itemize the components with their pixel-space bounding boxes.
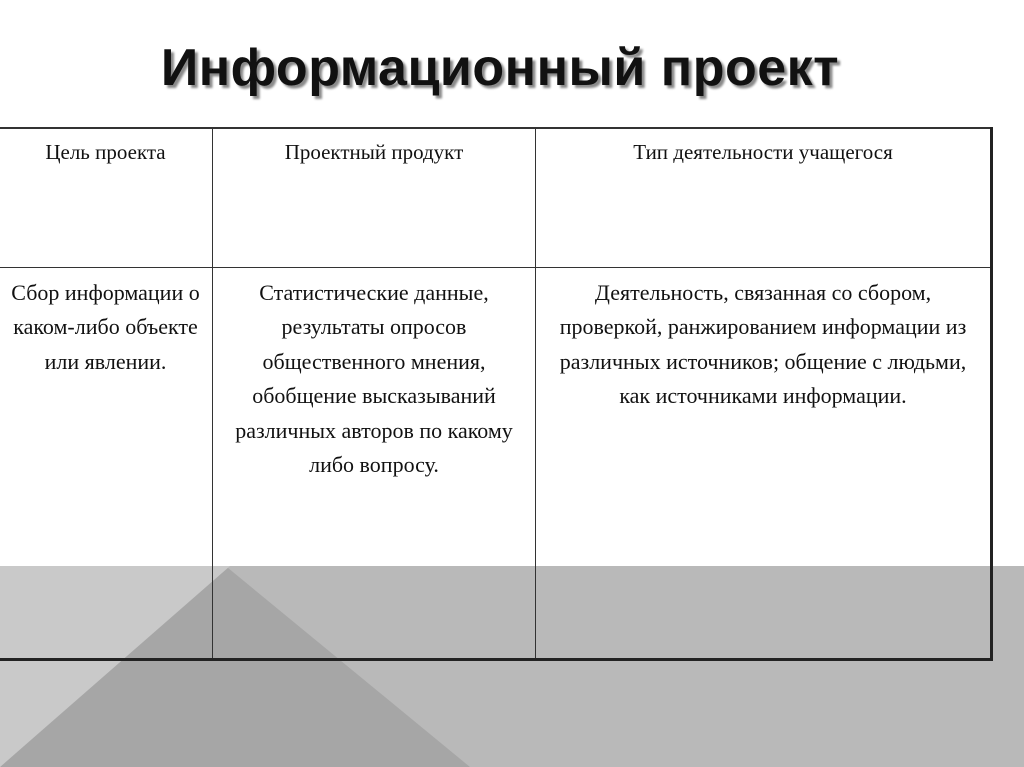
- slide-title: Информационный проект: [160, 39, 840, 97]
- header-student-activity-type: Тип деятельности учащегося: [536, 128, 992, 267]
- cell-project-goal: Сбор информации о каком-либо объекте или явлении.: [0, 267, 213, 659]
- cell-project-product: Статистические данные, результаты опросов общественного мнения, обобщение высказываний различных авторов по какому либо вопросу.: [213, 267, 536, 659]
- header-project-product: Проектный продукт: [213, 128, 536, 267]
- cell-student-activity-type: Деятельность, связанная со сбором, проверкой, ранжированием информации из различных источников; общение с людьми, как источниками информации.: [536, 267, 992, 659]
- project-table: [0, 127, 993, 661]
- table-row: [0, 267, 992, 659]
- header-project-goal: Цель проекта: [0, 128, 213, 267]
- table-header-row: [0, 128, 992, 267]
